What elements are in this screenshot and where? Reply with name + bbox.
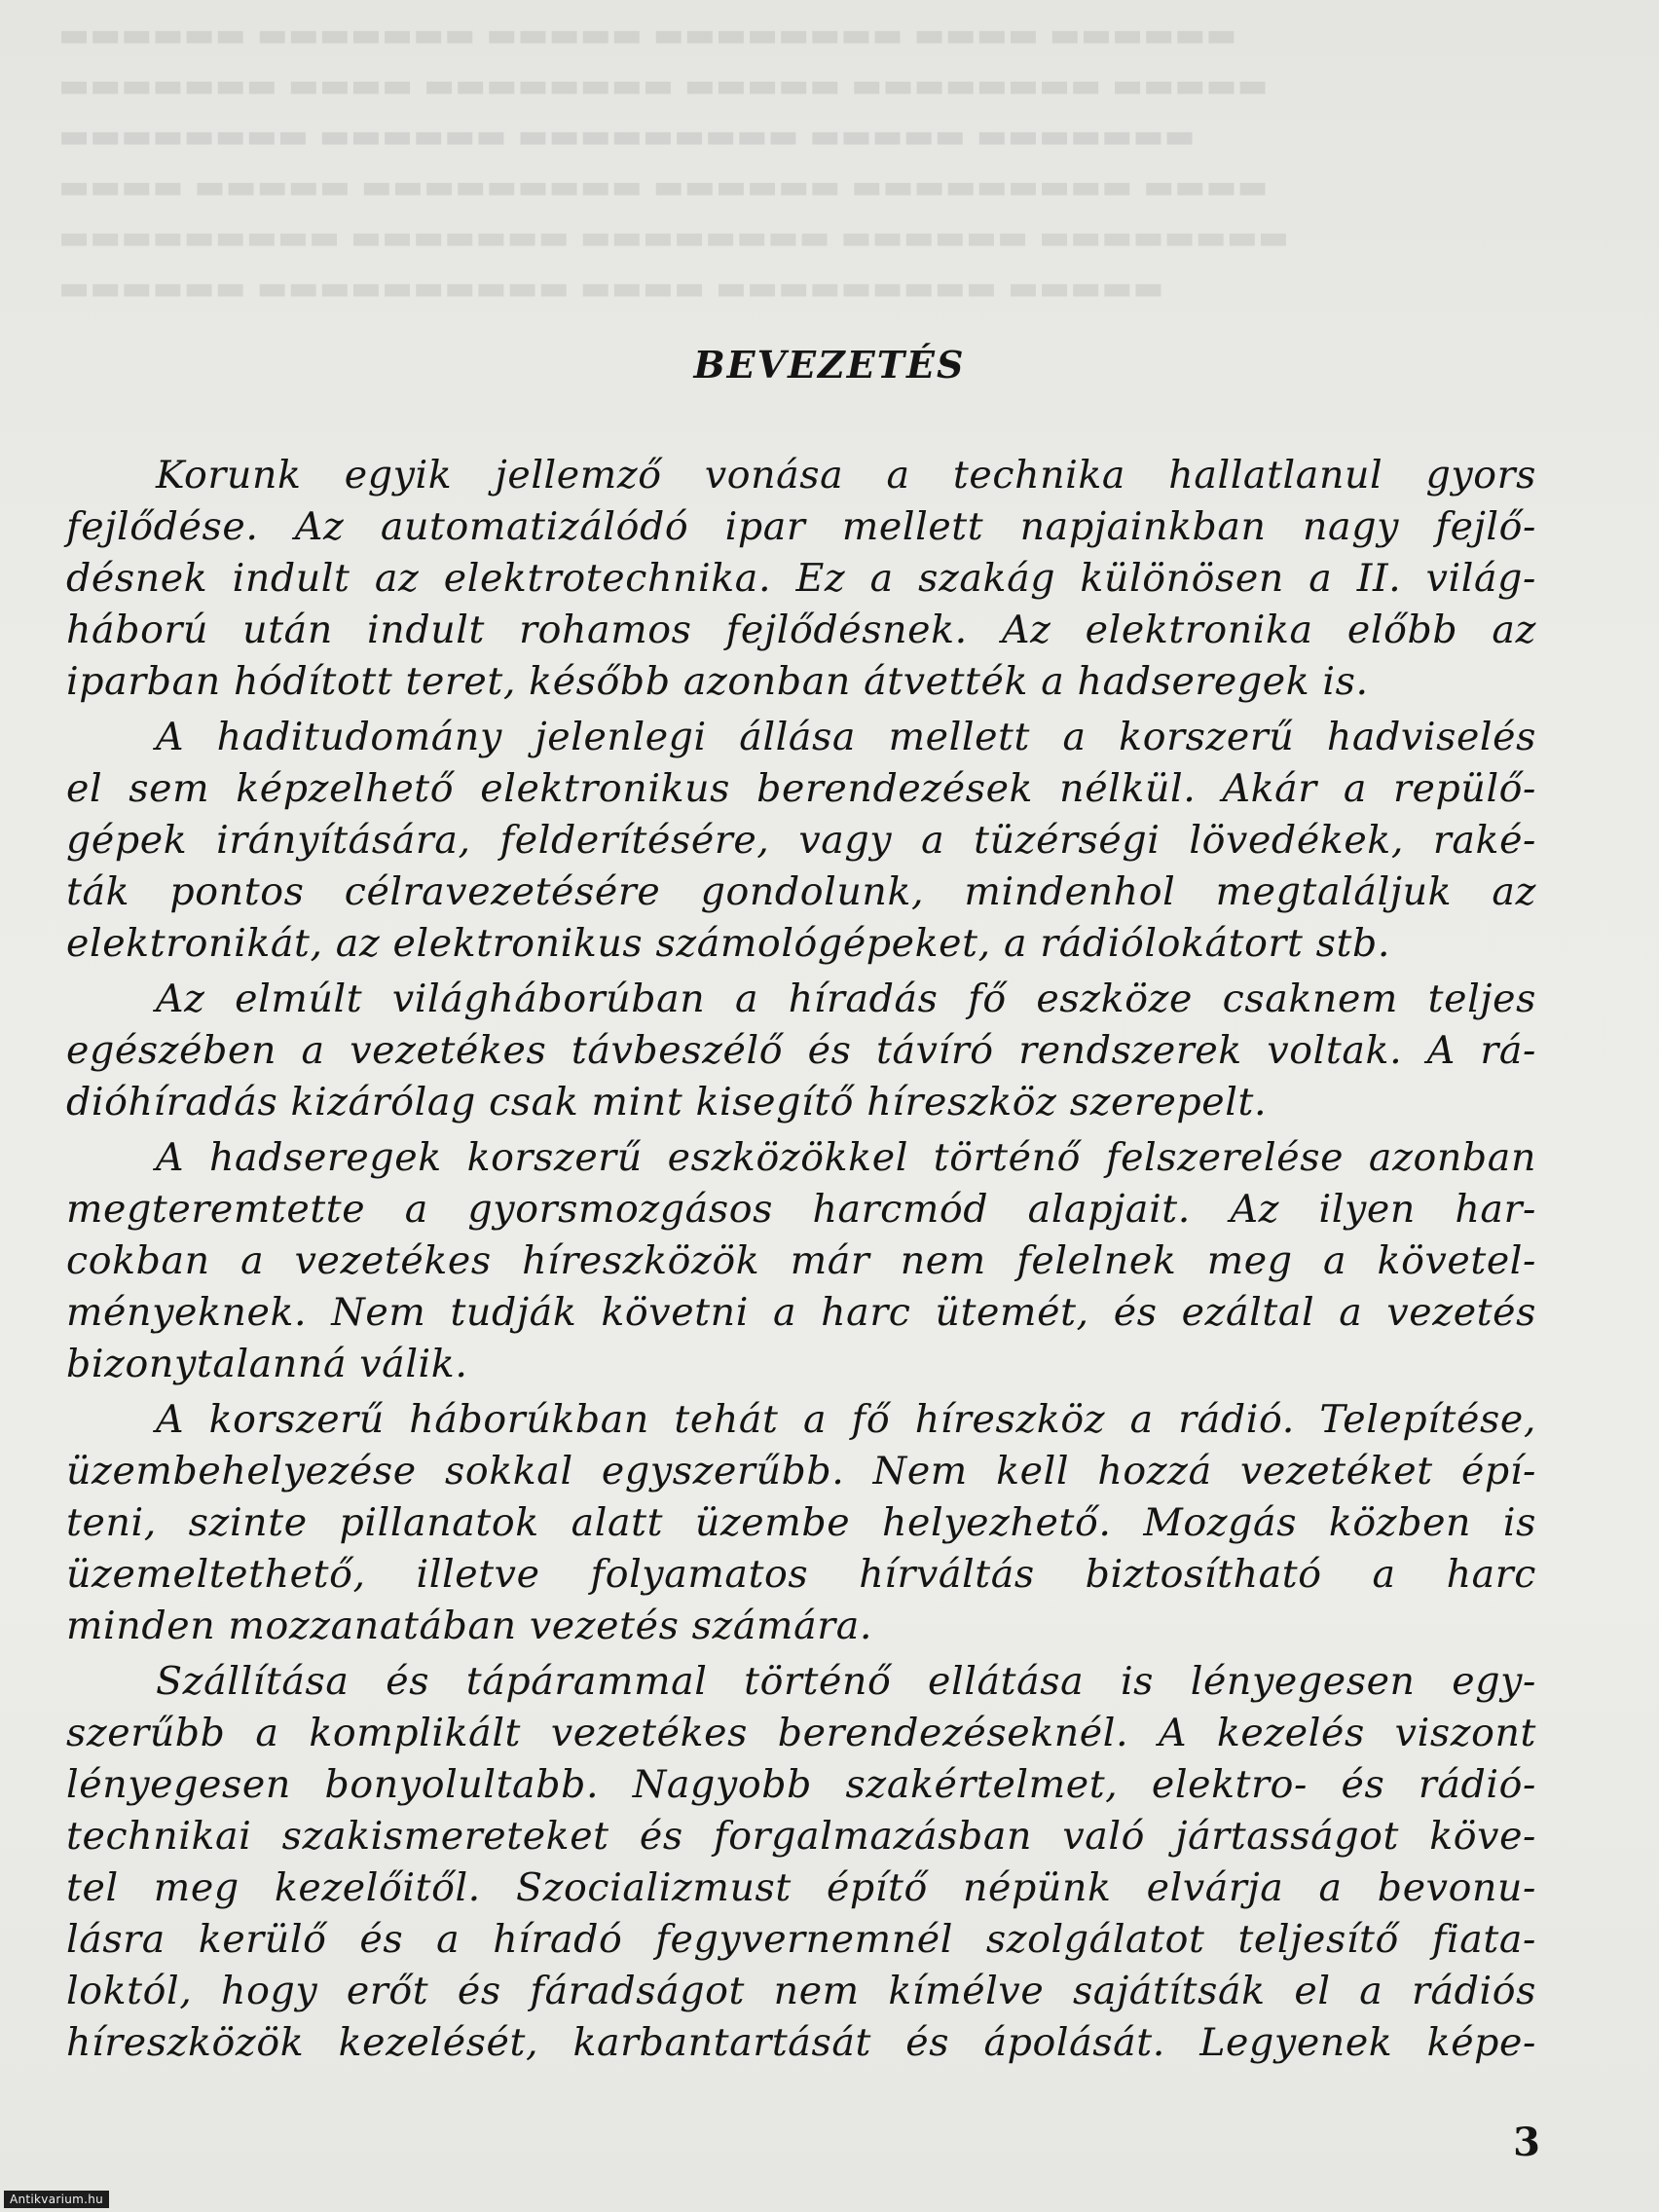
page-number: 3 [1513, 2120, 1540, 2165]
bleed-through-texture: ▬▬▬▬▬▬ ▬▬▬▬ ▬▬▬▬▬▬▬▬ ▬▬▬▬▬ ▬▬▬▬▬▬▬ ▬▬▬▬▬▬ ▬▬▬▬▬ ▬▬▬▬▬▬▬▬ ▬▬▬▬▬ ▬▬▬▬▬▬▬▬ ▬▬▬▬ ▬▬▬▬▬▬▬ ▬▬▬▬▬▬▬ ▬▬▬▬▬ ▬▬▬▬▬▬▬▬▬ ▬▬▬▬▬▬ ▬▬▬▬▬▬▬▬ ▬▬▬▬ ▬▬▬▬▬▬▬▬▬ ▬▬▬▬▬▬ ▬▬▬▬▬▬▬▬▬ ▬▬▬▬▬ ▬▬▬▬ ▬▬▬▬▬▬▬▬ ▬▬▬▬▬▬ ▬▬▬▬▬▬▬▬ ▬▬▬▬▬▬▬ ▬▬▬▬▬▬▬▬▬ ▬▬▬▬▬ ▬▬▬▬▬▬▬▬▬ ▬▬▬▬ ▬▬▬▬▬▬▬▬▬▬ ▬▬▬▬▬▬ [58, 16, 1289, 308]
text-line: Az elmúlt világháborúban a híradás fő eszköze csaknem teljes [156, 977, 1536, 1021]
text-line: ták pontos célravezetésére gondolunk, mindenhol megtaláljuk az [66, 869, 1536, 914]
text-line: híreszközök kezelését, karbantartását és ápolását. Legyenek képe- [66, 2020, 1536, 2065]
text-line: iparban hódított teret, később azonban átvették a hadseregek is. [66, 659, 1369, 704]
paragraph [66, 712, 1536, 970]
text-line: szerűbb a komplikált vezetékes berendezéseknél. A kezelés viszont [66, 1711, 1536, 1755]
paragraph [66, 450, 1536, 708]
text-line: minden mozzanatában vezetés számára. [66, 1604, 873, 1648]
text-line: technikai szakismereteket és forgalmazásban való jártasságot köve- [66, 1814, 1536, 1859]
text-line: lényegesen bonyolultabb. Nagyobb szakértelmet, elektro- és rádió- [66, 1762, 1536, 1807]
text-line: elektronikát, az elektronikus számológépeket, a rádiólokátort stb. [66, 921, 1391, 966]
text-line: gépek irányítására, felderítésére, vagy a tüzérségi lövedékek, raké- [66, 818, 1536, 863]
text-line: fejlődése. Az automatizálódó ipar mellett napjainkban nagy fejlő- [66, 504, 1536, 549]
paragraph [66, 1656, 1536, 2069]
text-line: Szállítása és tápárammal történő ellátása is lényegesen egy- [156, 1659, 1536, 1704]
text-line: háború után indult rohamos fejlődésnek. Az elektronika előbb az [66, 608, 1536, 652]
body-text [66, 450, 1536, 2069]
text-line: teni, szinte pillanatok alatt üzembe helyezhető. Mozgás közben is [66, 1500, 1536, 1545]
text-line: lásra kerülő és a híradó fegyvernemnél szolgálatot teljesítő fiata- [66, 1917, 1536, 1962]
paragraph [66, 974, 1536, 1128]
text-line: egészében a vezetékes távbeszélő és távíró rendszerek voltak. A rá- [66, 1028, 1536, 1073]
text-line: üzembehelyezése sokkal egyszerűbb. Nem kell hozzá vezetéket épí- [66, 1449, 1536, 1493]
text-line: bizonytalanná válik. [66, 1342, 468, 1386]
text-line: cokban a vezetékes híreszközök már nem felelnek meg a követel- [66, 1238, 1536, 1283]
text-line: ményeknek. Nem tudják követni a harc ütemét, és ezáltal a vezetés [66, 1290, 1536, 1335]
text-line: dióhíradás kizárólag csak mint kisegítő híreszköz szerepelt. [66, 1080, 1268, 1124]
text-line: A haditudomány jelenlegi állása mellett a korszerű hadviselés [156, 715, 1536, 759]
text-line: tel meg kezelőitől. Szocializmust építő népünk elvárja a bevonu- [66, 1865, 1536, 1910]
text-line: el sem képzelhető elektronikus berendezések nélkül. Akár a repülő- [66, 766, 1536, 811]
text-line: Korunk egyik jellemző vonása a technika hallatlanul gyors [156, 453, 1536, 498]
paragraph [66, 1132, 1536, 1390]
watermark: Antikvarium.hu [4, 2191, 109, 2208]
text-line: megteremtette a gyorsmozgásos harcmód alapjait. Az ilyen har- [66, 1187, 1536, 1232]
text-line: A hadseregek korszerű eszközökkel történő felszerelése azonban [156, 1135, 1536, 1180]
chapter-title: BEVEZETÉS [693, 343, 966, 387]
text-line: A korszerű háborúkban tehát a fő híreszköz a rádió. Telepítése, [156, 1397, 1536, 1442]
paragraph [66, 1394, 1536, 1652]
text-line: loktól, hogy erőt és fáradságot nem kímélve sajátítsák el a rádiós [66, 1969, 1536, 2013]
text-line: üzemeltethető, illetve folyamatos hírváltás biztosítható a harc [66, 1552, 1536, 1597]
text-line: désnek indult az elektrotechnika. Ez a szakág különösen a II. világ- [66, 556, 1536, 601]
